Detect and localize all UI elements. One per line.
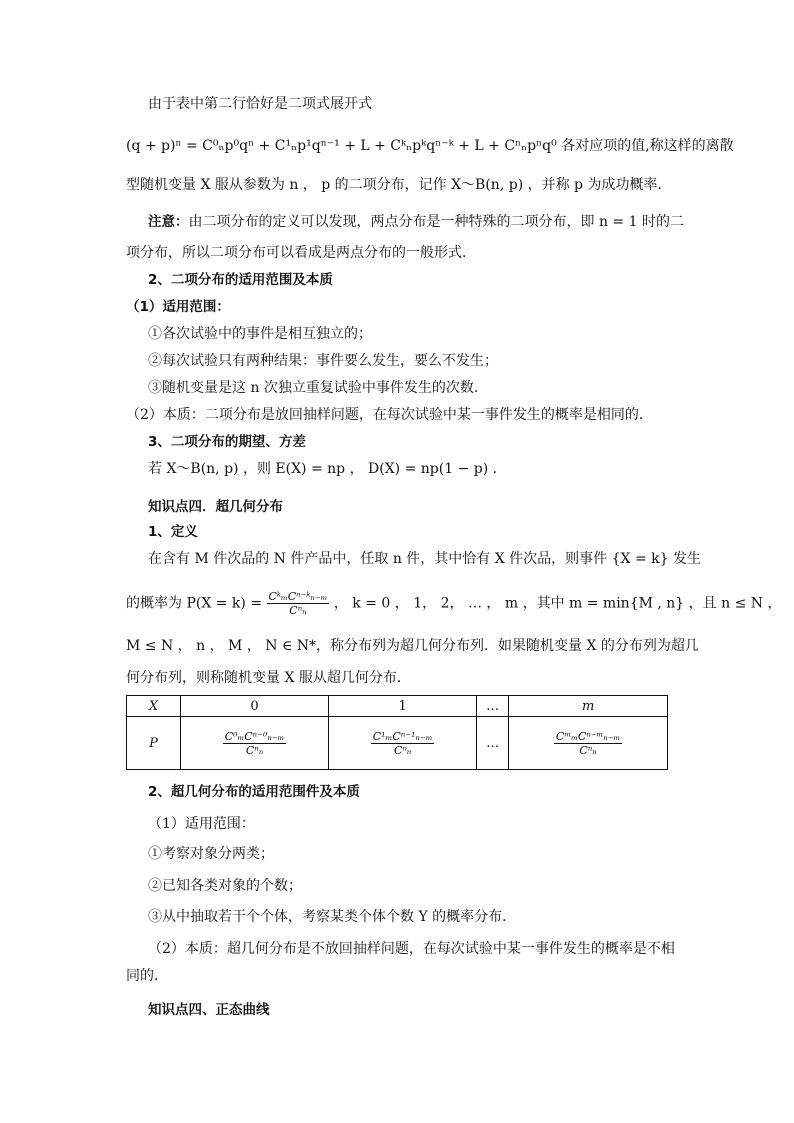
formula-line: 若 X～B(n, p) ，则 E(X) = np ， D(X) = np(1 − p) ． [148,461,507,477]
text-line: 何分布列，则称随机变量 X 服从超几何分布． [126,670,411,686]
section-heading: 3、二项分布的期望、方差 [148,434,306,450]
fraction-numerator: C¹ₘCⁿ⁻¹ₙ₋ₘ [372,729,433,743]
fraction-numerator: C⁰ₘCⁿ⁻⁰ₙ₋ₘ [224,729,285,743]
table-cell [509,717,668,770]
text-span: 的概率为 P(X = k) = [126,595,263,612]
table-cell: P [127,717,181,770]
text-line: 在含有 M 件次品的 N 件产品中，任取 n 件，其中恰有 X 件次品，则事件 {X = k} 发生 [148,551,701,567]
fraction-numerator: CᵐₘCⁿ⁻ᵐₙ₋ₘ [555,729,621,743]
text-line: （2）本质：二项分布是放回抽样问题，在每次试验中某一事件发生的概率是相同的． [126,407,653,423]
table-row [127,696,668,717]
text-line: 同的． [126,968,168,984]
list-item: ③从中抽取若干个个体，考察某类个体个数 Y 的概率分布． [148,909,517,925]
section-heading: 知识点四．超几何分布 [148,499,283,515]
text-line: 由于表中第二行恰好是二项式展开式 [148,96,372,112]
list-item: ②已知各类对象的个数； [148,878,302,894]
cell-fraction [223,730,287,757]
note-label: 注意： [148,214,189,230]
distribution-table [126,695,668,770]
fraction-numerator: CᵏₘCⁿ⁻ᵏₙ₋ₘ [268,590,328,603]
section-heading: 2、超几何分布的适用范围件及本质 [148,784,360,800]
table-cell: m [509,696,668,717]
table-cell [329,717,477,770]
sub-heading: （1）适用范围： [126,299,230,315]
list-item: ①考察对象分两类； [148,846,274,862]
table-cell: X [127,696,181,717]
table-cell: … [477,717,509,770]
text-span: ， k = 0 ， 1， 2， … ， m ，其中 m = min{M , n} ，且 n ≤ N ， [333,595,782,612]
list-item: ②每次试验只有两种结果：事件要么发生，要么不发生； [148,353,498,369]
table-cell: … [477,696,509,717]
table-cell: 0 [181,696,329,717]
sub-heading: （1）适用范围： [148,816,255,832]
text-line [126,590,781,617]
table-row [127,717,668,770]
cell-fraction [371,730,435,757]
text-line: M ≤ N ， n ， M ， N ∈ N*，称分布列为超几何分布列．如果随机变量 X 的分布列为超几 [126,638,699,654]
table-cell: 1 [329,696,477,717]
cell-fraction [554,730,622,757]
sub-heading: 1、定义 [148,524,198,540]
table-cell [181,717,329,770]
note-line [148,212,684,232]
note-text: 由二项分布的定义可以发现，两点分布是一种特殊的二项分布，即 n = 1 时的二 [188,214,684,230]
list-item: ③随机变量是这 n 次独立重复试验中事件发生的次数． [148,380,488,396]
text-line: （2）本质：超几何分布是不放回抽样问题，在每次试验中某一事件发生的概率是不相 [148,941,675,957]
section-heading: 知识点四、正态曲线 [148,1002,270,1018]
fraction-denominator: Cⁿₙ [245,743,264,757]
formula-line: (q + p)ⁿ = C⁰ₙp⁰qⁿ + C¹ₙp¹qⁿ⁻¹ + L + Cᵏₙpᵏqⁿ⁻ᵏ + L + Cⁿₙpⁿq⁰ 各对应项的值,称这样的离散 [126,138,734,154]
probability-fraction [267,590,330,617]
fraction-denominator: Cⁿₙ [393,743,412,757]
text-line: 项分布，所以二项分布可以看成是两点分布的一般形式． [126,245,476,261]
fraction-denominator: Cⁿₙ [579,743,597,757]
list-item: ①各次试验中的事件是相互独立的； [148,326,372,342]
fraction-denominator: Cⁿₙ [289,604,307,617]
section-heading: 2、二项分布的适用范围及本质 [148,272,333,288]
text-line: 型随机变量 X 服从参数为 n ， p 的二项分布，记作 X～B(n, p) ，并称 p 为成功概率． [126,177,672,193]
